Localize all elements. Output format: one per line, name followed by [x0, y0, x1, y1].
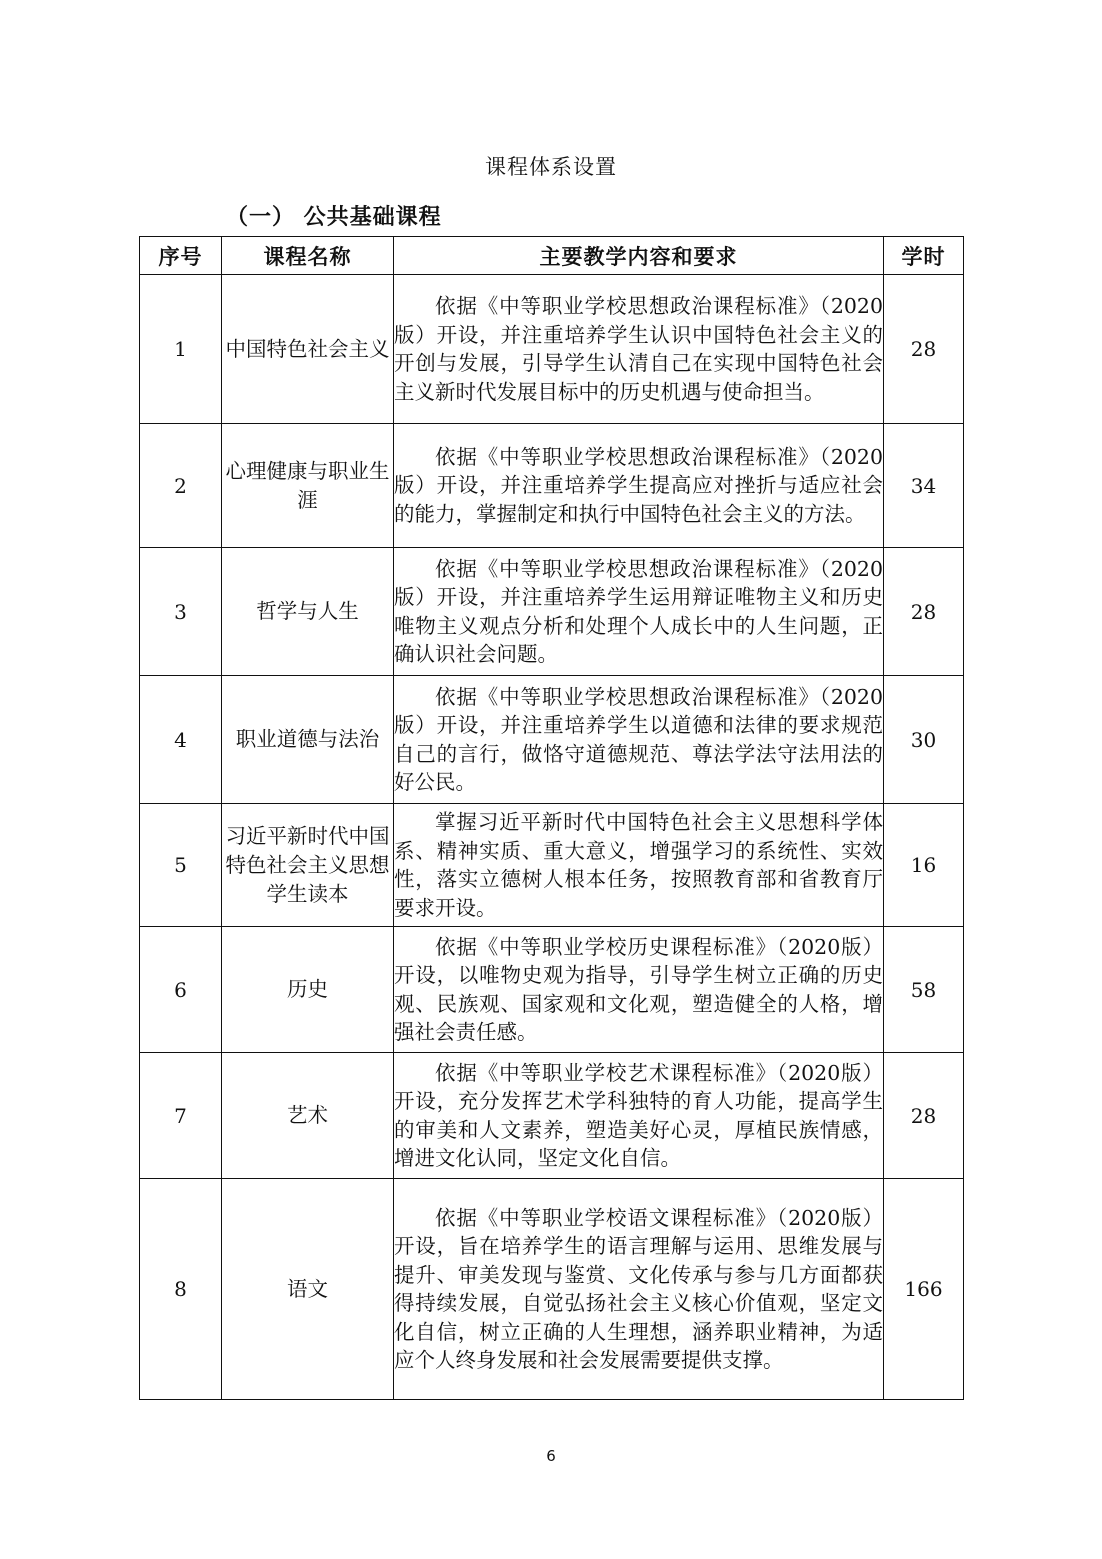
table-row: [140, 927, 964, 1053]
header-content: 主要教学内容和要求: [394, 237, 884, 275]
course-name: 哲学与人生: [222, 548, 394, 676]
table-row: [140, 1179, 964, 1400]
course-content-cell: [394, 676, 884, 804]
course-content-cell: [394, 804, 884, 927]
course-content-cell: [394, 927, 884, 1053]
header-no: 序号: [140, 237, 222, 275]
section-heading: （一） 公共基础课程: [226, 205, 442, 230]
row-no: 5: [140, 804, 222, 927]
table-row: [140, 676, 964, 804]
course-name: 职业道德与法治: [222, 676, 394, 804]
course-hours: 30: [884, 676, 964, 804]
row-no: 2: [140, 424, 222, 548]
course-content-cell: [394, 424, 884, 548]
course-content: 依据《中等职业学校思想政治课程标准》（2020版）开设，并注重培养学生以道德和法律的要求规范自己的言行，做恪守道德规范、尊法学法守法用法的好公民。: [394, 684, 883, 794]
course-hours: 16: [884, 804, 964, 927]
course-name: 心理健康与职业生涯: [222, 424, 394, 548]
course-hours: 58: [884, 927, 964, 1053]
course-content-cell: [394, 1053, 884, 1179]
course-content: 依据《中等职业学校语文课程标准》（2020版）开设，旨在培养学生的语言理解与运用、思维发展与提升、审美发现与鉴赏、文化传承与参与几方面都获得持续发展，自觉弘扬社会主义核心价值观，坚定文化自信，树立正确的人生理想，涵养职业精神，为适应个人终身发展和社会发展需要提供支撑。: [394, 1205, 883, 1372]
course-content-cell: [394, 548, 884, 676]
row-no: 1: [140, 275, 222, 424]
course-name: 历史: [222, 927, 394, 1053]
document-title: 课程体系设置: [485, 155, 617, 179]
course-name: 艺术: [222, 1053, 394, 1179]
course-content-cell: [394, 1179, 884, 1400]
course-content: 依据《中等职业学校思想政治课程标准》（2020版）开设，并注重培养学生运用辩证唯物主义和历史唯物主义观点分析和处理个人成长中的人生问题，正确认识社会问题。: [394, 556, 883, 666]
course-content: 掌握习近平新时代中国特色社会主义思想科学体系、精神实质、重大意义，增强学习的系统性、实效性，落实立德树人根本任务，按照教育部和省教育厅要求开设。: [394, 810, 883, 920]
table-row: [140, 275, 964, 424]
table-row: [140, 1053, 964, 1179]
table-row: [140, 548, 964, 676]
table-row: [140, 804, 964, 927]
course-table: [139, 236, 964, 1400]
course-name: 中国特色社会主义: [222, 275, 394, 424]
table-header-row: [140, 237, 964, 275]
header-hours: 学时: [884, 237, 964, 275]
course-content: 依据《中等职业学校思想政治课程标准》（2020版）开设，并注重培养学生认识中国特色社会主义的开创与发展，引导学生认清自己在实现中国特色社会主义新时代发展目标中的历史机遇与使命担当。: [394, 294, 883, 404]
course-hours: 28: [884, 1053, 964, 1179]
course-content-cell: [394, 275, 884, 424]
row-no: 7: [140, 1053, 222, 1179]
course-hours: 166: [884, 1179, 964, 1400]
course-hours: 28: [884, 548, 964, 676]
course-content: 依据《中等职业学校艺术课程标准》（2020版）开设，充分发挥艺术学科独特的育人功能，提高学生的审美和人文素养，塑造美好心灵，厚植民族情感，增进文化认同，坚定文化自信。: [394, 1060, 883, 1170]
row-no: 3: [140, 548, 222, 676]
course-name: 语文: [222, 1179, 394, 1400]
course-content: 依据《中等职业学校思想政治课程标准》（2020版）开设，并注重培养学生提高应对挫折与适应社会的能力，掌握制定和执行中国特色社会主义的方法。: [394, 444, 883, 526]
table-row: [140, 424, 964, 548]
course-hours: 28: [884, 275, 964, 424]
row-no: 4: [140, 676, 222, 804]
course-hours: 34: [884, 424, 964, 548]
page-number: 6: [546, 1447, 556, 1465]
course-name: 习近平新时代中国特色社会主义思想学生读本: [222, 804, 394, 927]
course-content: 依据《中等职业学校历史课程标准》（2020版）开设，以唯物史观为指导，引导学生树立正确的历史观、民族观、国家观和文化观，塑造健全的人格，增强社会责任感。: [394, 934, 883, 1044]
header-name: 课程名称: [222, 237, 394, 275]
row-no: 6: [140, 927, 222, 1053]
row-no: 8: [140, 1179, 222, 1400]
